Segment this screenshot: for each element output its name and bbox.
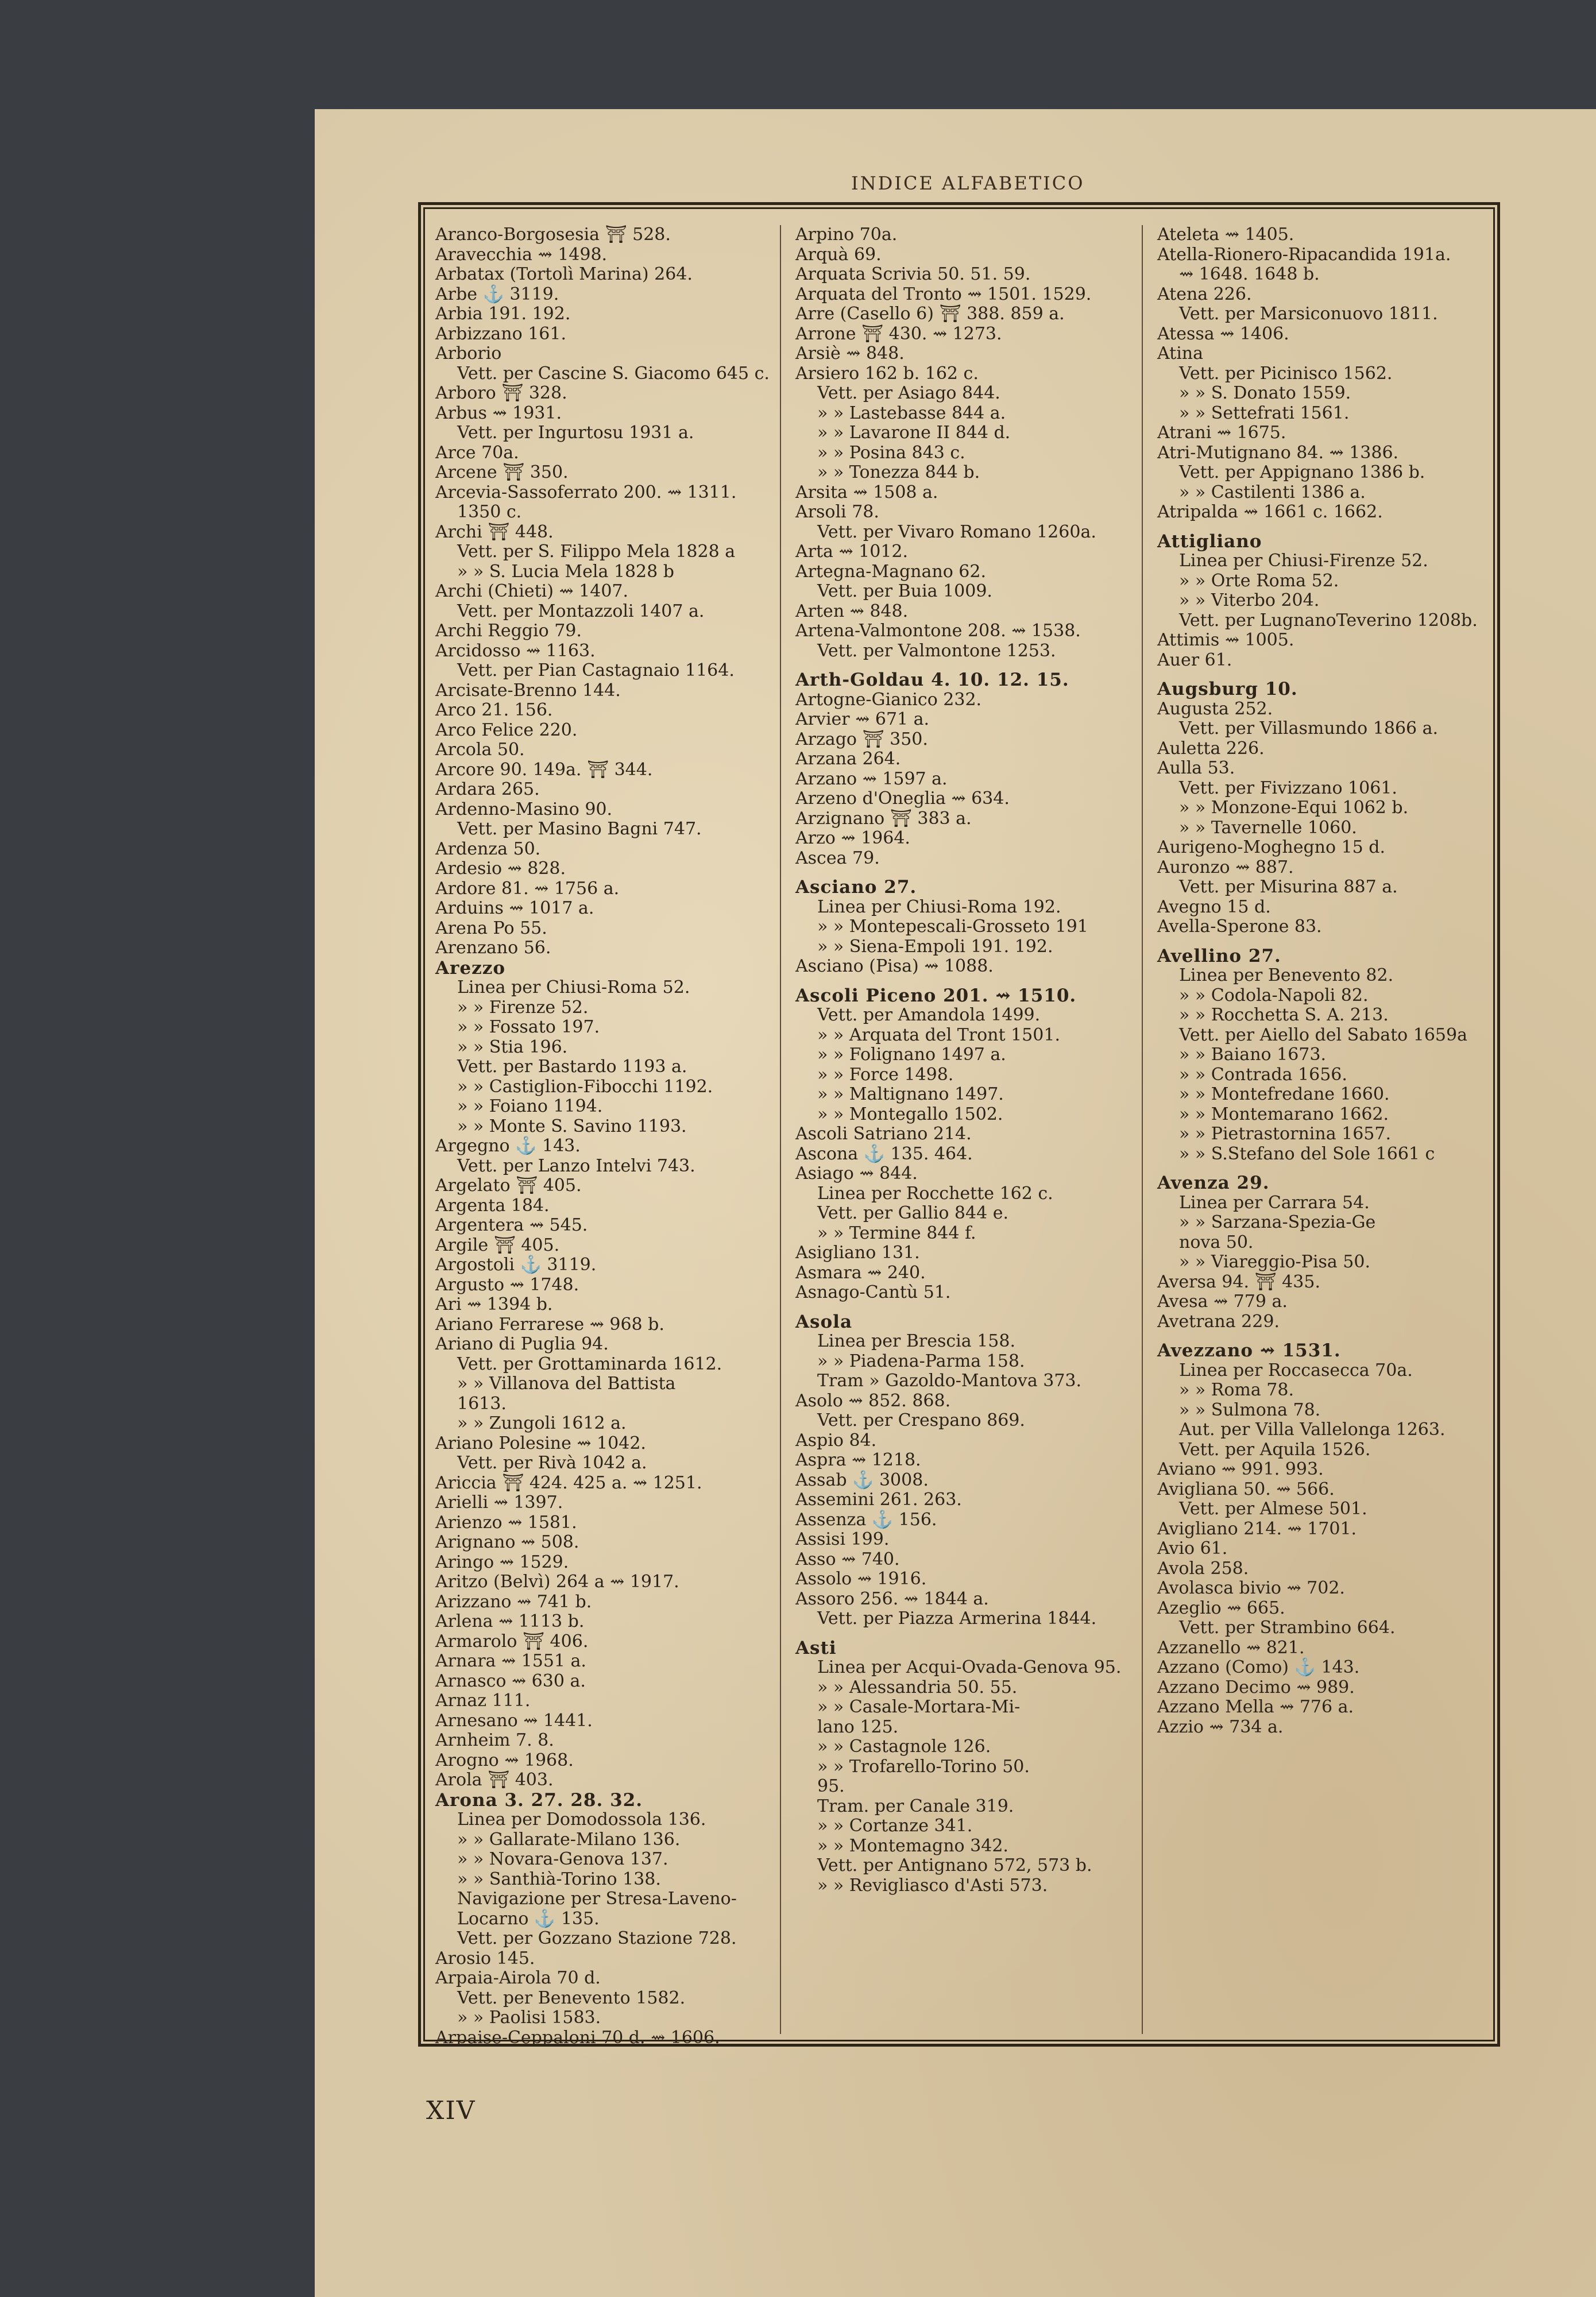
index-entry: Argile ⛩ 405. xyxy=(435,1235,560,1255)
index-subentry: » » Montemarano 1662. xyxy=(1179,1104,1389,1124)
index-entry: Arena Po 55. xyxy=(435,918,547,938)
index-subentry: » » Montefredane 1660. xyxy=(1179,1084,1390,1104)
index-entry: Arsita ⇝ 1508 a. xyxy=(795,482,938,502)
index-entry: Ardenza 50. xyxy=(435,838,541,859)
index-entry: Asso ⇝ 740. xyxy=(795,1549,900,1569)
index-entry: Aversa 94. ⛩ 435. xyxy=(1157,1271,1320,1292)
index-subentry: Vett. per S. Filippo Mela 1828 a xyxy=(457,542,736,562)
index-entry: Arnaz 111. xyxy=(435,1691,531,1711)
index-subentry: » » Monzone-Equi 1062 b. xyxy=(1179,798,1409,818)
index-entry: Atrani ⇝ 1675. xyxy=(1157,423,1286,443)
index-entry: Arzignano ⛩ 383 a. xyxy=(795,808,972,829)
index-subentry: Vett. per Vivaro Romano 1260a. xyxy=(817,521,1096,542)
index-column-3 xyxy=(1157,225,1489,2034)
index-subentry: Vett. per Gozzano Stazione 728. xyxy=(457,1928,737,1948)
index-entry: Ariano di Puglia 94. xyxy=(435,1334,609,1354)
index-entry: Arvier ⇝ 671 a. xyxy=(795,709,930,729)
index-entry: Arsoli 78. xyxy=(795,502,879,522)
index-subentry: » » Trofarello-Torino 50. xyxy=(817,1756,1030,1777)
index-headword: Arth-Goldau 4. 10. 12. 15. xyxy=(795,670,1069,690)
index-subentry: » » Roma 78. xyxy=(1179,1380,1294,1400)
index-subentry: » » Siena-Empoli 191. 192. xyxy=(817,936,1053,957)
index-entry: Asiago ⇝ 844. xyxy=(795,1163,918,1184)
index-entry: Assenza ⚓ 156. xyxy=(795,1509,937,1530)
index-subentry: Vett. per Buia 1009. xyxy=(817,581,992,601)
index-entry: Arzo ⇝ 1964. xyxy=(795,828,910,848)
index-entry: Ari ⇝ 1394 b. xyxy=(435,1294,553,1314)
index-entry: Azzano Decimo ⇝ 989. xyxy=(1157,1677,1355,1697)
index-subentry: » » Tonezza 844 b. xyxy=(817,462,980,482)
index-entry: Arduins ⇝ 1017 a. xyxy=(435,898,594,918)
index-subentry: Vett. per Strambino 664. xyxy=(1179,1618,1396,1638)
index-headword: Asola xyxy=(795,1311,853,1332)
index-subentry: Vett. per Almese 501. xyxy=(1179,1499,1367,1519)
index-subentry: » » Rocchetta S. A. 213. xyxy=(1179,1005,1389,1025)
index-entry: Arcene ⛩ 350. xyxy=(435,462,569,482)
index-subentry: » » Sarzana-Spezia-Ge xyxy=(1179,1212,1376,1232)
index-subentry: Locarno ⚓ 135. xyxy=(457,1908,600,1929)
index-headword: Asti xyxy=(795,1637,837,1658)
index-entry: Ardore 81. ⇝ 1756 a. xyxy=(435,878,620,899)
index-subentry: Linea per Acqui-Ovada-Genova 95. xyxy=(817,1657,1122,1677)
index-subentry: Vett. per Antignano 572, 573 b. xyxy=(817,1855,1092,1876)
index-subentry: lano 125. xyxy=(817,1716,899,1737)
index-entry: Arbus ⇝ 1931. xyxy=(435,403,562,423)
index-subentry: 95. xyxy=(817,1776,845,1796)
index-subentry: » » Revigliasco d'Asti 573. xyxy=(817,1875,1048,1896)
index-entry: Ascoli Satriano 214. xyxy=(795,1124,972,1144)
index-entry: Arbia 191. 192. xyxy=(435,304,571,324)
index-entry: Assisi 199. xyxy=(795,1529,890,1549)
index-headword: Avellino 27. xyxy=(1157,945,1281,966)
index-subentry: » » Arquata del Tront 1501. xyxy=(817,1024,1060,1045)
index-entry: Arquà 69. xyxy=(795,244,882,265)
index-entry: Aravecchia ⇝ 1498. xyxy=(435,244,608,265)
index-entry: Arco 21. 156. xyxy=(435,700,553,720)
index-subentry: » » S. Donato 1559. xyxy=(1179,383,1351,403)
index-entry: Aringo ⇝ 1529. xyxy=(435,1552,569,1572)
index-entry: Archi Reggio 79. xyxy=(435,621,582,641)
index-subentry: Vett. per Benevento 1582. xyxy=(457,1987,686,2008)
index-subentry: Linea per Chiusi-Firenze 52. xyxy=(1179,551,1428,571)
index-entry: Ardenno-Masino 90. xyxy=(435,799,613,819)
index-subentry: » » Villanova del Battista xyxy=(457,1374,676,1394)
index-subentry: Vett. per Asiago 844. xyxy=(817,383,1000,403)
index-subentry: Vett. per Aquila 1526. xyxy=(1179,1439,1371,1460)
index-subentry: » » Castagnole 126. xyxy=(817,1737,991,1757)
index-entry: Arpino 70a. xyxy=(795,225,898,245)
index-entry: Arsiero 162 b. 162 c. xyxy=(795,363,979,384)
entry-gap xyxy=(795,661,1129,670)
index-entry: Aspio 84. xyxy=(795,1430,877,1451)
entry-gap xyxy=(795,868,1129,877)
index-entry: Artena-Valmontone 208. ⇝ 1538. xyxy=(795,621,1081,641)
index-subentry: Vett. per LugnanoTeverino 1208b. xyxy=(1179,610,1478,631)
index-entry: Arnesano ⇝ 1441. xyxy=(435,1710,593,1731)
index-entry: Azzio ⇝ 734 a. xyxy=(1157,1716,1284,1737)
index-subentry: » » Lavarone II 844 d. xyxy=(817,423,1011,443)
index-entry: Avigliano 214. ⇝ 1701. xyxy=(1157,1518,1357,1539)
index-headword: Asciano 27. xyxy=(795,877,917,898)
index-entry: Arosio 145. xyxy=(435,1948,535,1969)
index-subentry: » » Posina 843 c. xyxy=(817,442,965,463)
index-subentry: » » Casale-Mortara-Mi- xyxy=(817,1697,1021,1717)
index-subentry: Vett. per Ingurtosu 1931 a. xyxy=(457,423,694,443)
index-subentry: » » Gallarate-Milano 136. xyxy=(457,1829,681,1850)
index-entry: Azzanello ⇝ 821. xyxy=(1157,1637,1305,1658)
index-subentry: » » Montemagno 342. xyxy=(817,1835,1008,1856)
index-subentry: Vett. per Grottaminarda 1612. xyxy=(457,1354,722,1374)
index-subentry: Navigazione per Stresa-Laveno- xyxy=(457,1889,737,1909)
index-entry: Arzago ⛩ 350. xyxy=(795,729,928,749)
index-subentry: Linea per Benevento 82. xyxy=(1179,965,1394,985)
index-subentry: » » Alessandria 50. 55. xyxy=(817,1677,1018,1697)
index-headword: Arezzo xyxy=(435,957,505,979)
index-entry: Auronzo ⇝ 887. xyxy=(1157,857,1294,877)
index-entry: Arienzo ⇝ 1581. xyxy=(435,1512,577,1533)
index-entry: Arnheim 7. 8. xyxy=(435,1730,554,1750)
index-entry: Avio 61. xyxy=(1157,1538,1228,1559)
index-subentry: Linea per Chiusi-Roma 192. xyxy=(817,896,1061,917)
index-entry: Arquata del Tronto ⇝ 1501. 1529. xyxy=(795,284,1092,304)
index-subentry: Vett. per Lanzo Intelvi 743. xyxy=(457,1155,695,1176)
index-entry: Arlena ⇝ 1113 b. xyxy=(435,1611,585,1631)
index-subentry: Aut. per Villa Vallelonga 1263. xyxy=(1179,1420,1446,1440)
index-entry: Avella-Sperone 83. xyxy=(1157,917,1322,937)
index-entry: Arta ⇝ 1012. xyxy=(795,542,909,562)
index-entry: Avesa ⇝ 779 a. xyxy=(1157,1291,1288,1312)
index-headword: Avezzano ⇝ 1531. xyxy=(1157,1340,1341,1361)
index-entry: Assab ⚓ 3008. xyxy=(795,1470,929,1490)
index-entry: Ardesio ⇝ 828. xyxy=(435,859,566,879)
index-entry: Arnara ⇝ 1551 a. xyxy=(435,1651,586,1671)
entry-gap xyxy=(1157,523,1489,532)
index-entry: Arborio xyxy=(435,343,502,364)
index-subentry: » » Fossato 197. xyxy=(457,1017,600,1037)
index-entry: Aspra ⇝ 1218. xyxy=(795,1450,921,1470)
index-subentry: » » Contrada 1656. xyxy=(1179,1064,1347,1085)
index-subentry: » » Codola-Napoli 82. xyxy=(1179,985,1369,1006)
page-header: INDICE ALFABETICO xyxy=(851,172,1085,194)
index-subentry: » » Sulmona 78. xyxy=(1179,1399,1321,1420)
index-subentry: » » Firenze 52. xyxy=(457,997,589,1018)
index-subentry: » » Force 1498. xyxy=(817,1064,954,1085)
index-entry: Arola ⛩ 403. xyxy=(435,1770,554,1790)
index-entry: Archi ⛩ 448. xyxy=(435,521,554,542)
index-subentry: » » Tavernelle 1060. xyxy=(1179,817,1357,838)
index-entry: Arzeno d'Oneglia ⇝ 634. xyxy=(795,788,1010,809)
index-entry: Aurigeno-Moghegno 15 d. xyxy=(1157,837,1386,857)
index-entry: Arcola 50. xyxy=(435,740,525,760)
index-entry: Augusta 252. xyxy=(1157,698,1273,719)
index-entry: Atena 226. xyxy=(1157,284,1252,304)
index-entry: Avigliana 50. ⇝ 566. xyxy=(1157,1479,1335,1499)
index-entry: Avegno 15 d. xyxy=(1157,896,1271,917)
index-subentry: » » Pietrastornina 1657. xyxy=(1179,1124,1391,1144)
index-subentry: » » Montepescali-Grosseto 191 xyxy=(817,917,1088,937)
index-entry: Asmara ⇝ 240. xyxy=(795,1262,926,1283)
index-entry: Assolo ⇝ 1916. xyxy=(795,1569,927,1589)
index-headword: Avenza 29. xyxy=(1157,1173,1270,1193)
index-entry: Arcevia-Sassoferrato 200. ⇝ 1311. xyxy=(435,482,737,502)
index-entry: Argostoli ⚓ 3119. xyxy=(435,1255,597,1275)
index-headword: Attigliano xyxy=(1157,531,1262,552)
index-entry: Atripalda ⇝ 1661 c. 1662. xyxy=(1157,502,1383,522)
index-entry: Argegno ⚓ 143. xyxy=(435,1136,581,1156)
index-entry: Arsiè ⇝ 848. xyxy=(795,343,905,364)
index-subentry: » » Maltignano 1497. xyxy=(817,1084,1004,1104)
index-subentry: Vett. per Valmontone 1253. xyxy=(817,640,1056,661)
index-subentry: » » Zungoli 1612 a. xyxy=(457,1413,627,1433)
index-subentry: » » Piadena-Parma 158. xyxy=(817,1351,1025,1371)
index-entry: Azzano Mella ⇝ 776 a. xyxy=(1157,1697,1354,1717)
index-entry: Armarolo ⛩ 406. xyxy=(435,1631,589,1652)
index-entry: Arcore 90. 149a. ⛩ 344. xyxy=(435,759,653,780)
index-entry: Arielli ⇝ 1397. xyxy=(435,1492,563,1513)
index-entry: Artogne-Gianico 232. xyxy=(795,689,982,710)
index-subentry: Vett. per Crespano 869. xyxy=(817,1410,1025,1430)
index-entry: Arrone ⛩ 430. ⇝ 1273. xyxy=(795,323,1002,344)
index-entry: Arzana 264. xyxy=(795,749,901,769)
index-entry: Ascona ⚓ 135. 464. xyxy=(795,1143,973,1164)
entry-gap xyxy=(1157,937,1489,946)
entry-gap xyxy=(795,977,1129,986)
index-entry: Avetrana 229. xyxy=(1157,1311,1280,1332)
index-subentry: Vett. per Picinisco 1562. xyxy=(1179,363,1393,384)
index-subentry: 1350 c. xyxy=(457,502,522,522)
index-entry: Archi (Chieti) ⇝ 1407. xyxy=(435,581,629,601)
column-rule-2 xyxy=(1142,225,1143,2034)
index-entry: Argenta 184. xyxy=(435,1195,550,1216)
index-entry: Arpaia-Airola 70 d. xyxy=(435,1968,601,1988)
index-subentry: Linea per Rocchette 162 c. xyxy=(817,1183,1053,1204)
index-entry: Atri-Mutignano 84. ⇝ 1386. xyxy=(1157,442,1399,463)
index-entry: Azzano (Como) ⚓ 143. xyxy=(1157,1657,1360,1677)
index-subentry: » » Baiano 1673. xyxy=(1179,1045,1326,1065)
index-entry: Arnasco ⇝ 630 a. xyxy=(435,1670,586,1691)
index-headword: Arona 3. 27. 28. 32. xyxy=(435,1789,643,1811)
index-entry: Auletta 226. xyxy=(1157,738,1265,759)
index-subentry: Vett. per Cascine S. Giacomo 645 c. xyxy=(457,363,770,384)
index-entry: Arcisate-Brenno 144. xyxy=(435,680,621,701)
index-subentry: Linea per Brescia 158. xyxy=(817,1331,1015,1351)
index-entry: Arbatax (Tortolì Marina) 264. xyxy=(435,264,693,284)
index-entry: Argusto ⇝ 1748. xyxy=(435,1274,579,1295)
index-subentry: » » Viareggio-Pisa 50. xyxy=(1179,1252,1371,1272)
index-subentry: » » Orte Roma 52. xyxy=(1179,570,1339,591)
index-entry: Assoro 256. ⇝ 1844 a. xyxy=(795,1588,989,1609)
index-entry: Asigliano 131. xyxy=(795,1243,920,1263)
index-entry: Avolasca bivio ⇝ 702. xyxy=(1157,1578,1345,1598)
index-entry: Attimis ⇝ 1005. xyxy=(1157,630,1294,650)
entry-gap xyxy=(1157,1332,1489,1341)
index-entry: Aviano ⇝ 991. 993. xyxy=(1157,1459,1324,1479)
index-entry: Ariccia ⛩ 424. 425 a. ⇝ 1251. xyxy=(435,1472,702,1493)
index-subentry: ⇝ 1648. 1648 b. xyxy=(1179,264,1320,284)
index-entry: Arce 70a. xyxy=(435,442,519,463)
index-entry: Arignano ⇝ 508. xyxy=(435,1532,579,1552)
index-entry: Atina xyxy=(1157,343,1203,364)
index-subentry: nova 50. xyxy=(1179,1232,1254,1252)
entry-gap xyxy=(1157,670,1489,679)
index-subentry: Linea per Carrara 54. xyxy=(1179,1192,1370,1213)
index-subentry: » » Castilenti 1386 a. xyxy=(1179,482,1366,502)
index-subentry: Vett. per Aiello del Sabato 1659a xyxy=(1179,1024,1467,1045)
index-entry: Arzano ⇝ 1597 a. xyxy=(795,768,948,789)
index-entry: Argelato ⛩ 405. xyxy=(435,1175,582,1196)
index-entry: Arbe ⚓ 3119. xyxy=(435,284,559,304)
index-column-1 xyxy=(435,225,770,2048)
index-entry: Aulla 53. xyxy=(1157,758,1235,778)
entry-gap xyxy=(1157,1164,1489,1173)
index-entry: Asolo ⇝ 852. 868. xyxy=(795,1390,951,1411)
column-rule-1 xyxy=(780,225,781,2034)
index-entry: Arenzano 56. xyxy=(435,938,551,958)
index-subentry: Vett. per Masino Bagni 747. xyxy=(457,819,702,839)
index-entry: Ariano Polesine ⇝ 1042. xyxy=(435,1433,646,1453)
index-subentry: Linea per Roccasecca 70a. xyxy=(1179,1360,1413,1380)
entry-gap xyxy=(795,1629,1129,1638)
index-subentry: Vett. per Misurina 887 a. xyxy=(1179,877,1398,897)
index-subentry: Vett. per Rivà 1042 a. xyxy=(457,1453,647,1473)
index-entry: Arizzano ⇝ 741 b. xyxy=(435,1591,592,1612)
index-entry: Atella-Rionero-Ripacandida 191a. xyxy=(1157,244,1451,265)
entry-gap xyxy=(795,1303,1129,1312)
index-subentry: Vett. per Villasmundo 1866 a. xyxy=(1179,718,1439,738)
index-entry: Asciano (Pisa) ⇝ 1088. xyxy=(795,956,994,976)
index-headword: Ascoli Piceno 201. ⇝ 1510. xyxy=(795,985,1077,1006)
index-entry: Arogno ⇝ 1968. xyxy=(435,1750,574,1770)
index-subentry: » » Stia 196. xyxy=(457,1037,568,1057)
index-subentry: Vett. per Gallio 844 e. xyxy=(817,1203,1009,1223)
index-entry: Arre (Casello 6) ⛩ 388. 859 a. xyxy=(795,304,1065,324)
index-subentry: Vett. per Appignano 1386 b. xyxy=(1179,462,1425,482)
index-subentry: Vett. per Amandola 1499. xyxy=(817,1005,1041,1025)
index-entry: Ariano Ferrarese ⇝ 968 b. xyxy=(435,1314,664,1335)
index-subentry: Vett. per Bastardo 1193 a. xyxy=(457,1057,687,1077)
index-subentry: » » Santhià-Torino 138. xyxy=(457,1869,661,1889)
index-entry: Azeglio ⇝ 665. xyxy=(1157,1598,1285,1618)
index-entry: Arcidosso ⇝ 1163. xyxy=(435,640,596,661)
index-entry: Arpaise-Ceppaloni 70 d. ⇝ 1606. xyxy=(435,2027,720,2048)
index-entry: Aritzo (Belvì) 264 a ⇝ 1917. xyxy=(435,1572,679,1592)
index-entry: Ascea 79. xyxy=(795,848,880,868)
index-entry: Assemini 261. 263. xyxy=(795,1490,962,1510)
index-subentry: » » Castiglion-Fibocchi 1192. xyxy=(457,1076,713,1097)
index-subentry: 1613. xyxy=(457,1393,507,1414)
index-subentry: » » Viterbo 204. xyxy=(1179,590,1320,610)
index-subentry: » » S. Lucia Mela 1828 b xyxy=(457,561,674,582)
index-subentry: Tram. per Canale 319. xyxy=(817,1796,1014,1816)
index-entry: Auer 61. xyxy=(1157,649,1232,670)
index-subentry: Vett. per Piazza Armerina 1844. xyxy=(817,1608,1097,1629)
index-entry: Arten ⇝ 848. xyxy=(795,601,909,621)
index-subentry: » » Cortanze 341. xyxy=(817,1816,973,1836)
index-entry: Avola 258. xyxy=(1157,1558,1249,1579)
index-subentry: » » S.Stefano del Sole 1661 c xyxy=(1179,1143,1435,1164)
index-entry: Aranco-Borgosesia ⛩ 528. xyxy=(435,225,671,245)
index-entry: Argentera ⇝ 545. xyxy=(435,1215,588,1235)
index-subentry: » » Folignano 1497 a. xyxy=(817,1045,1006,1065)
index-subentry: Tram » Gazoldo-Mantova 373. xyxy=(817,1371,1082,1391)
index-subentry: » » Foiano 1194. xyxy=(457,1096,603,1116)
index-subentry: » » Settefrati 1561. xyxy=(1179,403,1350,423)
index-column-2 xyxy=(795,225,1129,2034)
index-subentry: » » Monte S. Savino 1193. xyxy=(457,1116,687,1136)
index-subentry: Vett. per Pian Castagnaio 1164. xyxy=(457,660,735,680)
index-entry: Artegna-Magnano 62. xyxy=(795,561,987,582)
index-entry: Arboro ⛩ 328. xyxy=(435,383,567,403)
index-subentry: Linea per Chiusi-Roma 52. xyxy=(457,977,690,997)
index-subentry: » » Termine 844 f. xyxy=(817,1223,976,1243)
index-headword: Augsburg 10. xyxy=(1157,679,1298,699)
index-entry: Ateleta ⇝ 1405. xyxy=(1157,225,1294,245)
index-entry: Arquata Scrivia 50. 51. 59. xyxy=(795,264,1031,284)
index-subentry: Vett. per Montazzoli 1407 a. xyxy=(457,601,705,621)
index-subentry: Vett. per Marsiconuovo 1811. xyxy=(1179,304,1438,324)
index-subentry: » » Montegallo 1502. xyxy=(817,1104,1003,1124)
index-subentry: Vett. per Fivizzano 1061. xyxy=(1179,778,1397,798)
index-subentry: » » Lastebasse 844 a. xyxy=(817,403,1006,423)
index-subentry: » » Novara-Genova 137. xyxy=(457,1849,668,1869)
index-subentry: Linea per Domodossola 136. xyxy=(457,1809,706,1830)
index-entry: Asnago-Cantù 51. xyxy=(795,1282,951,1302)
index-entry: Ardara 265. xyxy=(435,779,540,799)
index-entry: Atessa ⇝ 1406. xyxy=(1157,323,1289,344)
index-entry: Arco Felice 220. xyxy=(435,720,578,740)
page-number: XIV xyxy=(426,2096,476,2125)
index-subentry: » » Paolisi 1583. xyxy=(457,2008,601,2028)
index-entry: Arbizzano 161. xyxy=(435,323,567,344)
